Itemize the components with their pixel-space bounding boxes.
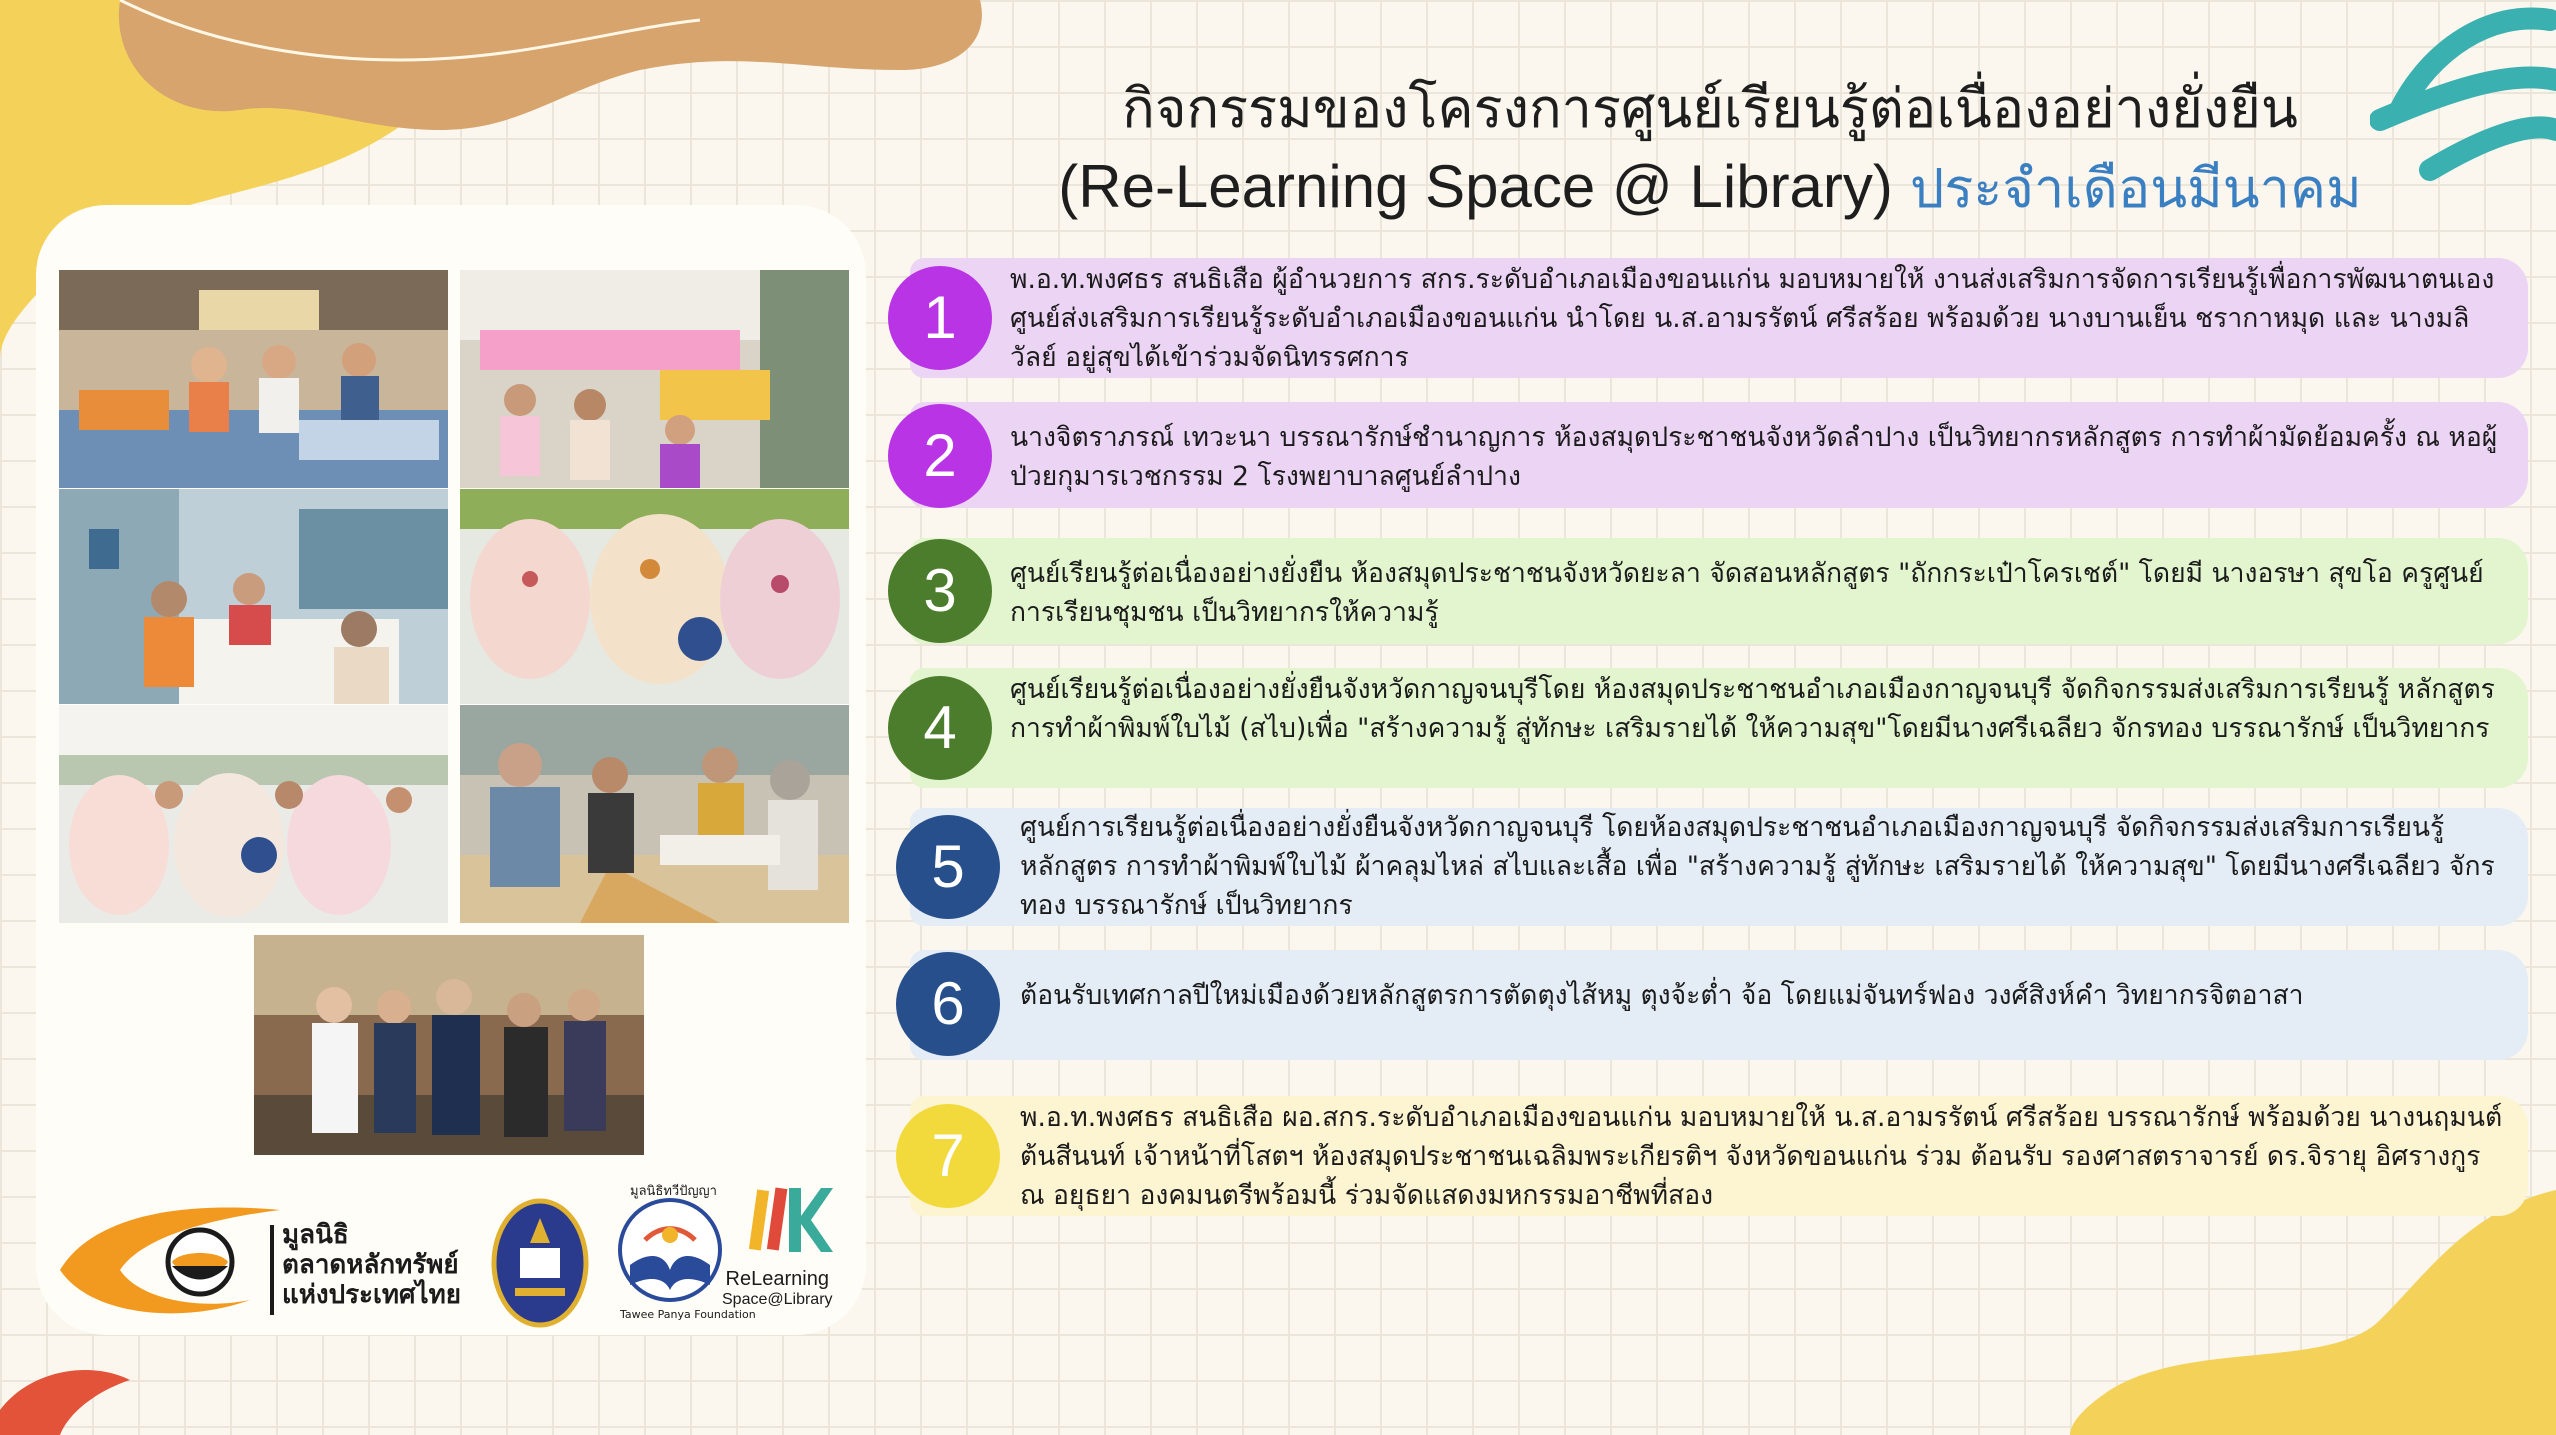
title-line-2 xyxy=(960,148,2460,228)
relearning-line-2: Space@Library xyxy=(722,1291,833,1308)
activity-item-1 xyxy=(888,258,2528,378)
activity-description: นางจิตราภรณ์ เทวะนา บรรณารักษ์ชำนาญการ ห้องสมุดประชาชนจังหวัดลำปาง เป็นวิทยากรหลักสูตร การทำผ้ามัดย้อมครั้ง ณ หอผู้ป่วยกุมารเวชกรรม 2 โรงพยาบาลศูนย์ลำปาง xyxy=(1010,422,2498,492)
set-foundation-text xyxy=(282,1220,461,1310)
activity-number-badge: 7 xyxy=(896,1104,1000,1208)
tawee-arc-text: มูลนิธิทวีปัญญา xyxy=(630,1184,717,1199)
relearning-text xyxy=(722,1268,833,1309)
activity-item-2 xyxy=(888,402,2528,508)
decorative-blob-bottom-left xyxy=(0,1360,160,1435)
photo-leaf-print-workshop xyxy=(460,705,849,923)
activity-number-badge: 6 xyxy=(896,952,1000,1056)
photo-privy-councilor-visit xyxy=(254,935,644,1155)
activity-description: ศูนย์เรียนรู้ต่อเนื่องอย่างยั่งยืนจังหวัดกาญจนบุรีโดย ห้องสมุดประชาชนอำเภอเมืองกาญจนบุรี จัดกิจกรรมส่งเสริมการเรียนรู้ หลักสูตร การทำผ้าพิมพ์ใบไม้ (สไบ)เพื่อ "สร้างความรู้ สู่ทักษะ เสริมรายได้ ให้ความสุข"โดยมีนางศรีเฉลียว จักรทอง บรรณารักษ์ เป็นวิทยากร xyxy=(1010,674,2495,744)
photo-shawl-display xyxy=(59,705,448,923)
set-foundation-logo xyxy=(50,1200,280,1320)
tawee-sub-text: Tawee Panya Foundation xyxy=(620,1308,756,1321)
relearning-space-logo xyxy=(745,1180,835,1260)
activity-description: ศูนย์เรียนรู้ต่อเนื่องอย่างยั่งยืน ห้องสมุดประชาชนจังหวัดยะลา จัดสอนหลักสูตร "ถักกระเป๋าโครเชต์" โดยมี นางอรษา สุขโอ ครูศูนย์การเรียนชุมชน เป็นวิทยากรให้ความรู้ xyxy=(1010,558,2484,628)
photo-crochet-class xyxy=(59,489,448,704)
photo-tie-dye-class xyxy=(460,270,849,488)
activity-description: พ.อ.ท.พงศธร สนธิเสือ ผอ.สกร.ระดับอำเภอเมืองขอนแก่น มอบหมายให้ น.ส.อามรรัตน์ ศรีสร้อย บรรณารักษ์ พร้อมด้วย นางนฤมนต์ ต้นสีนนท์ เจ้าหน้าที่โสตฯ ห้องสมุดประชาชนเฉลิมพระเกียรติฯ จังหวัดขอนแก่น ร่วม ต้อนรับ รองศาสตราจารย์ ดร.จิรายุ อิศรางกูร ณ อยุธยา องคมนตรีพร้อมนี้ ร่วมจัดแสดงมหกรรมอาชีพที่สอง xyxy=(1020,1102,2503,1211)
relearning-line-1: ReLearning xyxy=(725,1268,829,1290)
activity-number-badge: 1 xyxy=(888,266,992,370)
activity-description: พ.อ.ท.พงศธร สนธิเสือ ผู้อำนวยการ สกร.ระดับอำเภอเมืองขอนแก่น มอบหมายให้ งานส่งเสริมการจัดการเรียนรู้เพื่อการพัฒนาตนเอง ศูนย์ส่งเสริมการเรียนรู้ระดับอำเภอเมืองขอนแก่น นำโดย น.ส.อามรรัตน์ ศรีสร้อย พร้อมด้วย นางบานเย็น ชรากาหมุด และ นางมลิวัลย์ อยู่สุขได้เข้าร่วมจัดนิทรรศการ xyxy=(1010,264,2495,373)
activity-number-badge: 5 xyxy=(896,815,1000,919)
set-foundation-line-2: ตลาดหลักทรัพย์ xyxy=(282,1250,459,1280)
photo-exhibition-booth xyxy=(59,270,448,488)
activity-item-5 xyxy=(888,808,2528,926)
title-english: (Re-Learning Space @ Library) xyxy=(1058,153,1893,220)
activity-number-badge: 2 xyxy=(888,404,992,508)
activity-number-badge: 4 xyxy=(888,676,992,780)
set-foundation-name xyxy=(270,1225,274,1315)
page-title xyxy=(960,70,2460,228)
title-line-1: กิจกรรมของโครงการศูนย์เรียนรู้ต่อเนื่องอย่างยั่งยืน xyxy=(1122,77,2298,140)
activity-item-4 xyxy=(888,668,2528,788)
activity-description: ต้อนรับเทศกาลปีใหม่เมืองด้วยหลักสูตรการตัดตุงไส้หมู ตุงจ้ะต่ำ จ้อ โดยแม่จันทร์ฟอง วงศ์สิงห์คำ วิทยากรจิตอาสา xyxy=(1020,980,2304,1011)
logo-strip xyxy=(50,1180,870,1340)
activity-description: ศูนย์การเรียนรู้ต่อเนื่องอย่างยั่งยืนจังหวัดกาญจนบุรี โดยห้องสมุดประชาชนอำเภอเมืองกาญจนบุรี จัดกิจกรรมส่งเสริมการเรียนรู้หลักสูตร การทำผ้าพิมพ์ใบไม้ ผ้าคลุมไหล่ สไบและเสื้อ เพื่อ "สร้างความรู้ สู่ทักษะ เสริมรายได้ ให้ความสุข" โดยมีนางศรีเฉลียว จักรทอง บรรณารักษ์ เป็นวิทยากร xyxy=(1020,812,2495,921)
ministry-emblem-logo xyxy=(490,1198,590,1328)
photo-leaf-print-group xyxy=(460,489,849,704)
activity-item-3 xyxy=(888,538,2528,644)
set-foundation-line-1: มูลนิธิ xyxy=(282,1220,349,1250)
activity-item-7 xyxy=(888,1096,2528,1216)
title-month: ประจำเดือนมีนาคม xyxy=(1910,157,2362,220)
activity-item-6 xyxy=(888,950,2528,1060)
activity-number-badge: 3 xyxy=(888,539,992,643)
set-foundation-line-3: แห่งประเทศไทย xyxy=(282,1280,462,1310)
